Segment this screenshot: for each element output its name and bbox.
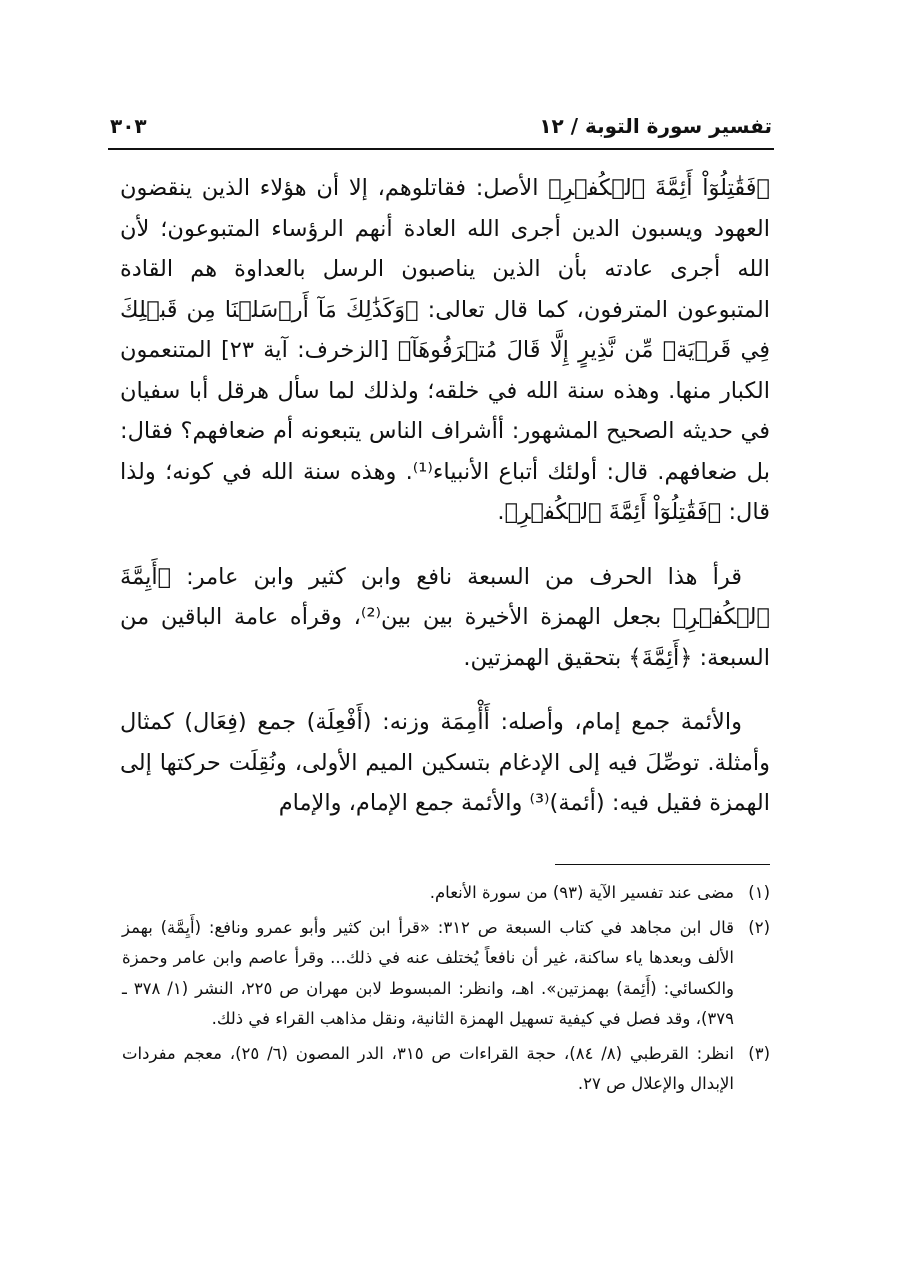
footnote-number: (٣)	[748, 1043, 770, 1063]
footnote-3	[122, 1039, 770, 1100]
footnote-text: انظر: القرطبي (٨/ ٨٤)، حجة القراءات ص ٣١٥، الدر المصون (٦/ ٢٥)، معجم مفردات الإبدال والإعلال ص ٢٧.	[122, 1043, 734, 1093]
footnote-number: (٢)	[748, 917, 770, 937]
footnote-text: مضى عند تفسير الآية (٩٣) من سورة الأنعام.	[429, 883, 734, 902]
page-number: ٣٠٣	[110, 114, 147, 138]
running-title: تفسير سورة التوبة / ١٢	[539, 114, 772, 138]
paragraph-3: والأئمة جمع إمام، وأصله: أَأْمِمَة وزنه: (أَفْعِلَة) جمع (فِعَال) كمثال وأمثلة. توصِّلَ فيه إلى الإدغام بتسكين الميم الأولى، ونُقِلَت حركتها إلى الهمزة فقيل فيه: (أئمة)⁽³⁾ والأئمة جمع الإمام، والإمام	[120, 709, 770, 816]
footnote-1	[122, 878, 770, 909]
footnotes	[122, 878, 770, 1104]
paragraph-1: ﴿فَقَٰتِلُوٓاْ أَئِمَّةَ ٱلۡكُفۡرِ﴾ الأصل: فقاتلوهم، إلا أن هؤلاء الذين ينقضون العهود ويسبون الدين أجرى الله العادة أنهم الرؤساء المتبوعون؛ لأن الله أجرى عادته بأن الذين يناصبون الرسل بالعداوة هم القادة المتبوعون المترفون، كما قال تعالى: ﴿وَكَذَٰلِكَ مَآ أَرۡسَلۡنَا مِن قَبۡلِكَ فِي قَرۡيَةٖ مِّن نَّذِيرٍ إِلَّا قَالَ مُتۡرَفُوهَآ﴾ [الزخرف: آية ٢٣] المتنعمون الكبار منها. وهذه سنة الله في خلقه؛ ولذلك لما سأل هرقل أبا سفيان في حديثه الصحيح المشهور: أأشراف الناس يتبعونه أم ضعافهم؟ فقال: بل ضعافهم. قال: أولئك أتباع الأنبياء⁽¹⁾. وهذه سنة الله في كونه؛ ولذا قال: ﴿فَقَٰتِلُوٓاْ أَئِمَّةَ ٱلۡكُفۡرِ﴾.	[120, 175, 770, 525]
footnote-text: قال ابن مجاهد في كتاب السبعة ص ٣١٢: «قرأ ابن كثير وأبو عمرو ونافع: (أَيِمَّة) بهمز الألف وبعدها ياء ساكنة، غير أن نافعاً يُختلف عنه في ذلك... وقرأ عاصم وابن عامر وحمزة والكسائي: (أَئِمة) بهمزتين». اهـ، وانظر: المبسوط لابن مهران ص ٢٢٥، النشر (١/ ٣٧٨ ـ ٣٧٩)، وقد فصل في كيفية تسهيل الهمزة الثانية، ونقل مذاهب القراء في ذلك.	[122, 917, 734, 1028]
footnote-2	[122, 913, 770, 1035]
paragraph-2: قرأ هذا الحرف من السبعة نافع وابن كثير وابن عامر: ﴿أَيِمَّةَ ٱلۡكُفۡرِ﴾ بجعل الهمزة الأخيرة بين بين⁽²⁾، وقرأه عامة الباقين من السبعة: ﴿أَئِمَّةَ﴾ بتحقيق الهمزتين.	[120, 563, 770, 671]
main-text	[120, 168, 770, 824]
running-header	[110, 106, 772, 146]
footnote-divider	[555, 864, 770, 865]
header-divider	[108, 148, 774, 150]
footnote-number: (١)	[748, 883, 770, 902]
